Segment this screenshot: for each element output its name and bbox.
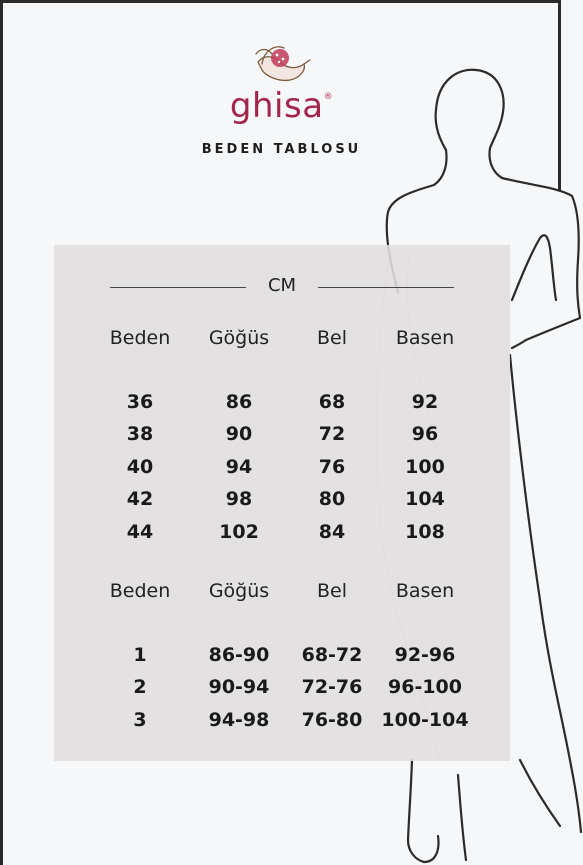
chest-cell: 98 (225, 488, 253, 510)
size-cell: 3 (133, 709, 147, 731)
table-row (54, 709, 510, 735)
column-header-beden: Beden (109, 580, 171, 602)
size-cell: 44 (126, 521, 154, 543)
hip-cell: 96 (411, 423, 439, 445)
waist-cell: 84 (318, 521, 346, 543)
waist-cell: 72 (318, 423, 346, 445)
brand-logo-text (0, 86, 563, 126)
chest-cell: 94 (225, 456, 253, 478)
size-chart-panel (54, 245, 510, 761)
page-title: BEDEN TABLOSU (201, 142, 362, 157)
waist-cell: 72-76 (301, 676, 363, 698)
waist-cell: 68 (318, 391, 346, 413)
waist-cell: 68-72 (301, 644, 363, 666)
chest-cell: 90 (225, 423, 253, 445)
hip-cell: 100-104 (381, 709, 469, 731)
chest-cell: 86-90 (208, 644, 270, 666)
hip-cell: 92-96 (394, 644, 456, 666)
unit-label: CM (267, 275, 297, 296)
table-row (54, 423, 510, 449)
waist-cell: 76-80 (301, 709, 363, 731)
table-header-row (54, 327, 510, 353)
size-cell: 38 (126, 423, 154, 445)
table-row (54, 488, 510, 514)
size-cell: 40 (126, 456, 154, 478)
chest-cell: 102 (219, 521, 259, 543)
table-row (54, 391, 510, 417)
table-row (54, 644, 510, 670)
chest-cell: 94-98 (208, 709, 270, 731)
column-header-bel: Bel (316, 580, 347, 602)
waist-cell: 80 (318, 488, 346, 510)
size-cell: 2 (133, 676, 147, 698)
chest-cell: 90-94 (208, 676, 270, 698)
chest-cell: 86 (225, 391, 253, 413)
table-header-row (54, 580, 510, 606)
registered-mark: ® (323, 92, 334, 102)
unit-header (110, 275, 454, 299)
column-header-basen: Basen (395, 327, 455, 349)
hip-cell: 108 (405, 521, 445, 543)
hip-cell: 92 (411, 391, 439, 413)
column-header-gogus: Göğüs (208, 580, 270, 602)
size-cell: 42 (126, 488, 154, 510)
brand-name: ghisa (229, 86, 324, 126)
size-cell: 1 (133, 644, 147, 666)
hip-cell: 96-100 (388, 676, 462, 698)
table-row (54, 676, 510, 702)
hip-cell: 104 (405, 488, 445, 510)
column-header-beden: Beden (109, 327, 171, 349)
hip-cell: 100 (405, 456, 445, 478)
table-row (54, 456, 510, 482)
table-row (54, 521, 510, 547)
unit-divider-right (318, 287, 454, 288)
size-cell: 36 (126, 391, 154, 413)
waist-cell: 76 (318, 456, 346, 478)
bird-logo-icon (250, 40, 314, 82)
column-header-bel: Bel (316, 327, 347, 349)
column-header-basen: Basen (395, 580, 455, 602)
column-header-gogus: Göğüs (208, 327, 270, 349)
